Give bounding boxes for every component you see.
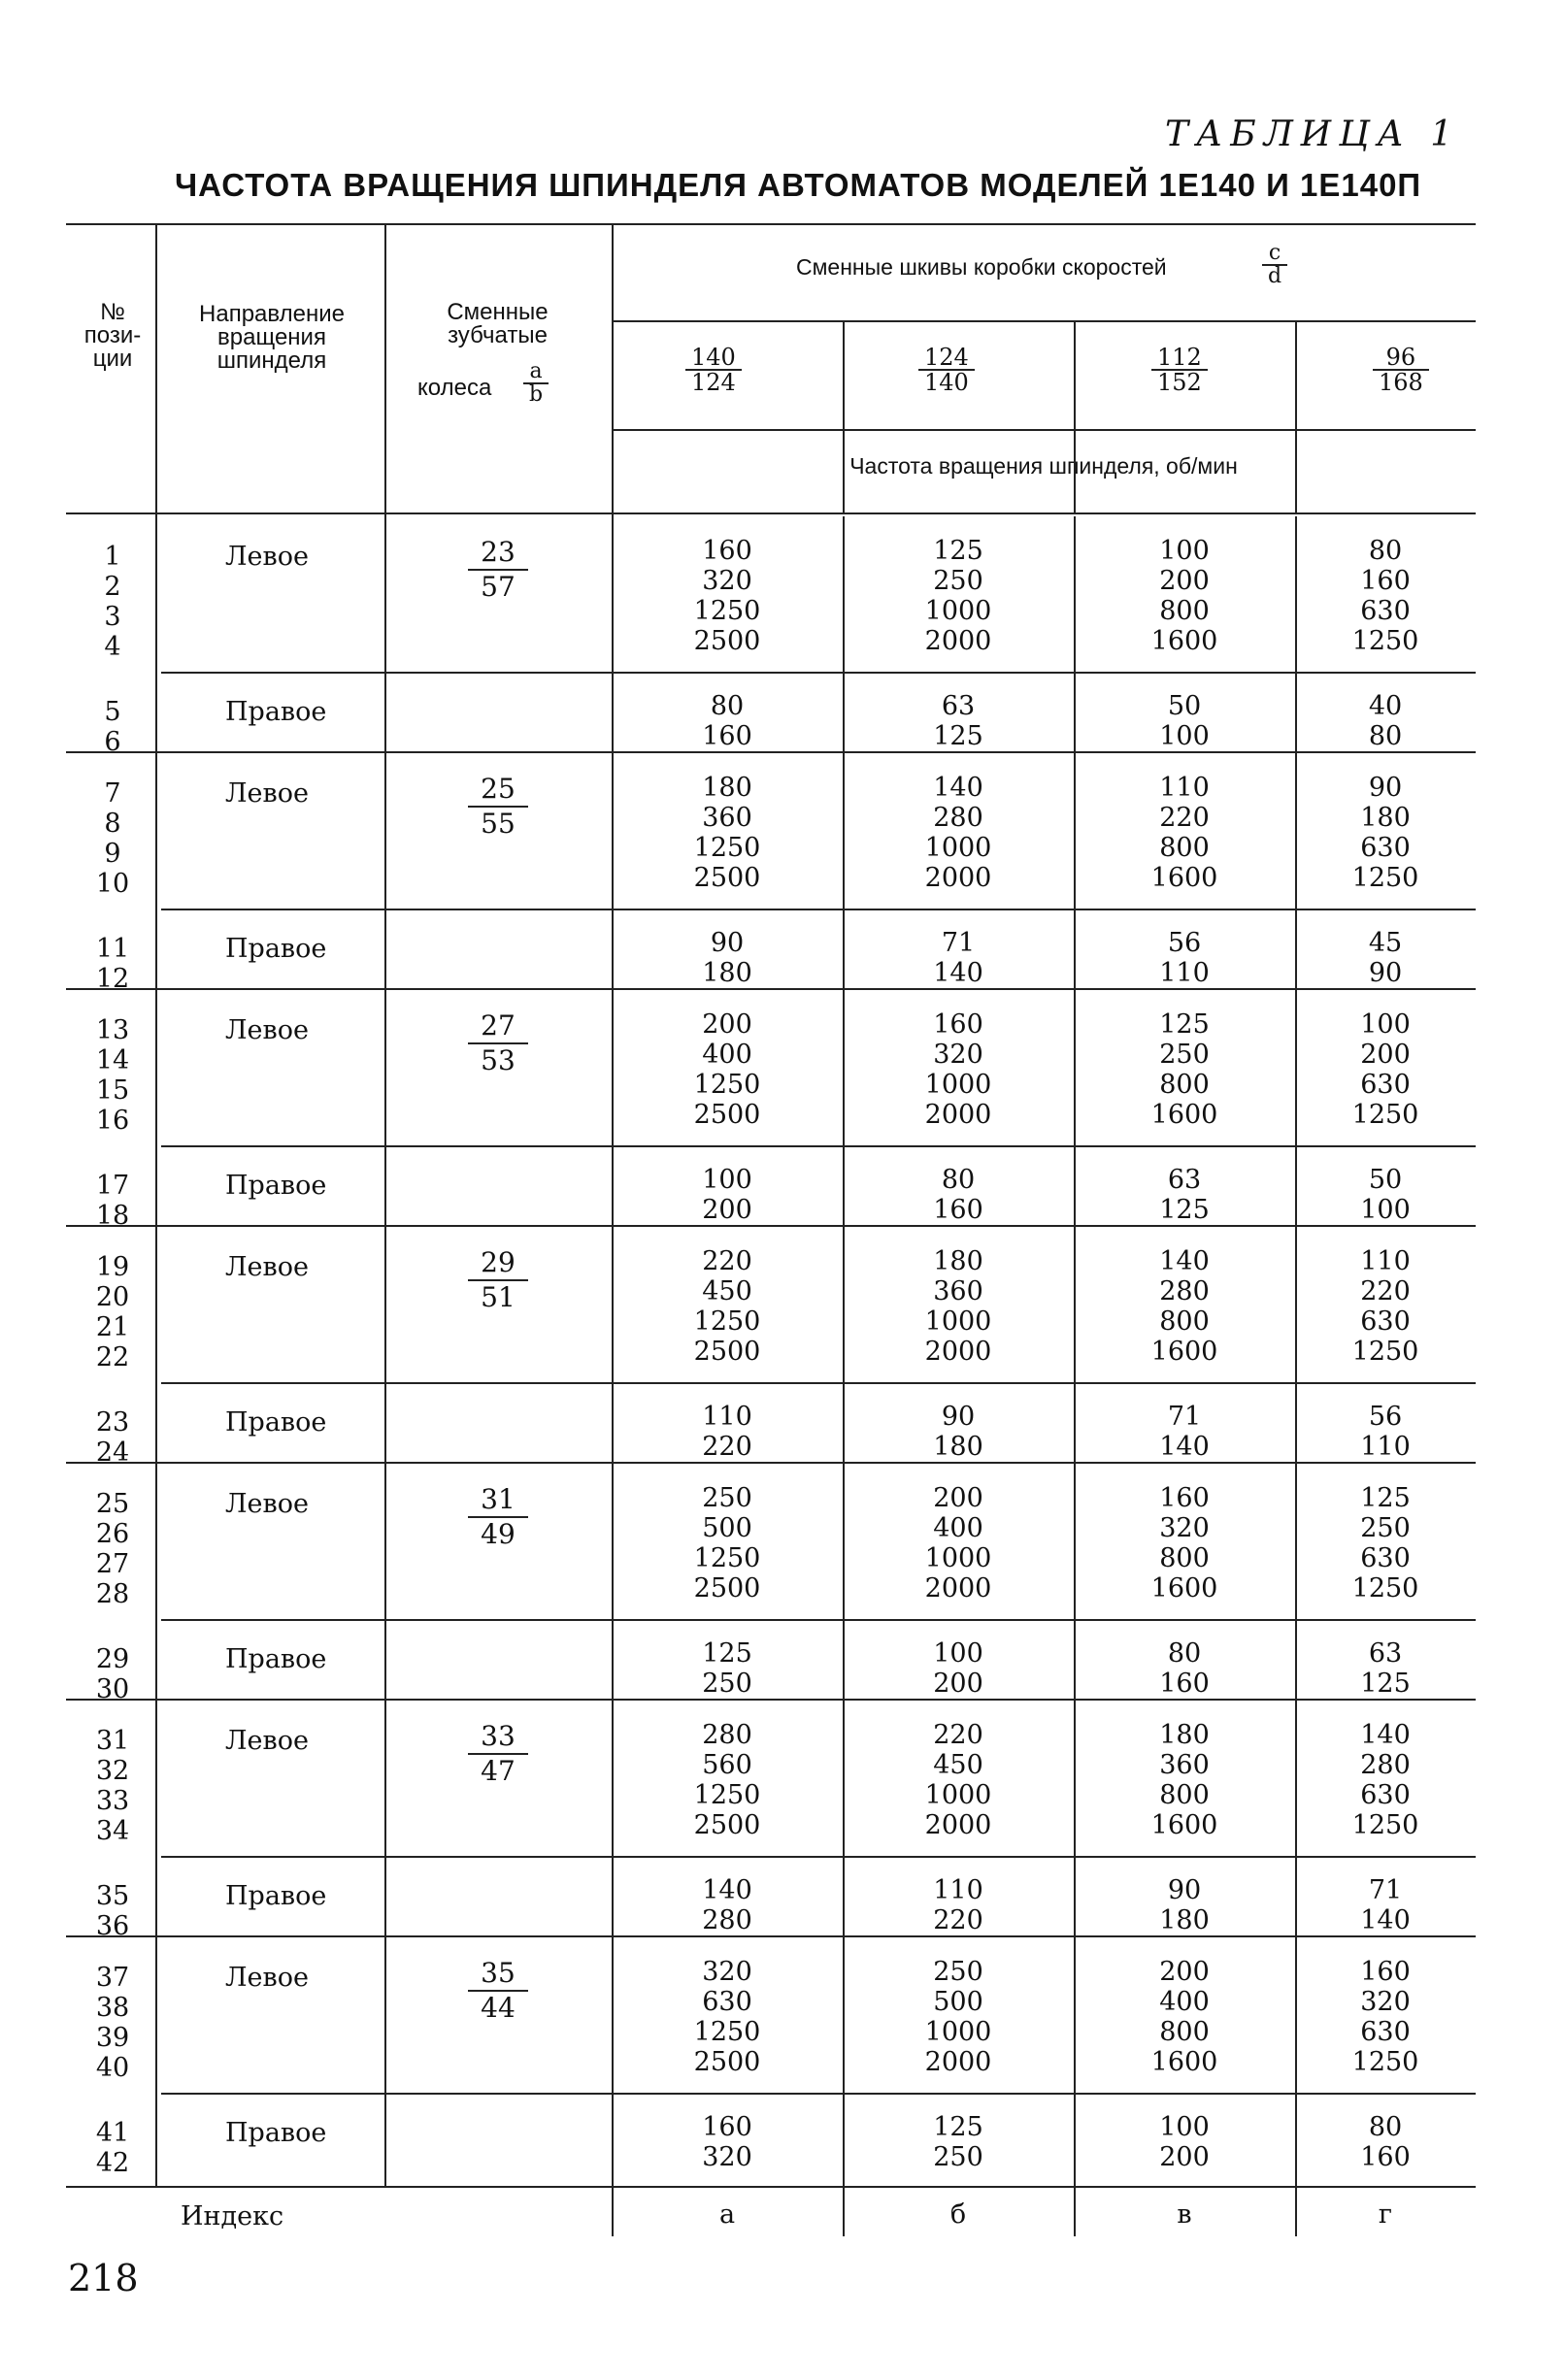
direction-right: Правое <box>225 2118 327 2148</box>
direction-left: Левое <box>225 1726 309 1756</box>
direction-left: Левое <box>225 778 309 809</box>
frequency-cell: 90 180 <box>933 1402 983 1462</box>
frequency-cell: 200 400 800 1600 <box>1150 1957 1218 2077</box>
grid-line-v <box>843 516 845 2186</box>
index-g: г <box>1378 2199 1393 2230</box>
direction-left: Левое <box>225 1252 309 1282</box>
gear-ratio <box>468 775 528 839</box>
pulley-col-2-den: 140 <box>924 369 969 396</box>
header-frequency: Частота вращения шпинделя, об/мин <box>849 453 1238 479</box>
frequency-cell: 125 250 <box>702 1638 752 1699</box>
gear-den: 57 <box>481 571 516 603</box>
gear-ratio <box>468 1722 528 1786</box>
gears-fraction-den: b <box>529 382 544 407</box>
frequency-cell: 71 140 <box>933 928 983 988</box>
frequency-cell: 140 280 630 1250 <box>1351 1720 1419 1840</box>
body-bottom-rule <box>66 2186 1476 2188</box>
position-numbers: 1 2 3 4 <box>104 542 121 662</box>
frequency-cell: 100 200 <box>702 1165 752 1225</box>
pulley-col-3 <box>1151 346 1208 394</box>
header-direction: Направление вращения шпинделя <box>199 301 345 374</box>
frequency-cell: 180 360 1000 2000 <box>924 1246 992 1367</box>
grid-line-h <box>66 988 1476 990</box>
index-a: а <box>718 2199 736 2230</box>
gear-den: 51 <box>481 1281 516 1313</box>
position-numbers: 23 24 <box>95 1407 130 1468</box>
frequency-cell: 56 110 <box>1360 1402 1411 1462</box>
grid-line-v <box>843 320 845 514</box>
pulleys-fraction-num: c <box>1268 241 1281 265</box>
pulley-col-1-num: 140 <box>691 344 736 371</box>
frequency-cell: 320 630 1250 2500 <box>693 1957 761 2077</box>
position-numbers: 11 12 <box>95 934 130 994</box>
gear-ratio <box>468 1959 528 2023</box>
pulley-col-4-den: 168 <box>1379 369 1423 396</box>
pulley-col-1 <box>685 346 742 394</box>
header-gears-fraction <box>523 361 549 406</box>
grid-line-v <box>612 223 614 2236</box>
frequency-cell: 45 90 <box>1368 928 1403 988</box>
position-numbers: 25 26 27 28 <box>95 1489 130 1609</box>
frequency-cell: 250 500 1000 2000 <box>924 1957 992 2077</box>
table-label: ТАБЛИЦА 1 <box>1165 115 1461 154</box>
gear-ratio <box>468 1011 528 1075</box>
header-pulleys-fraction <box>1262 243 1287 287</box>
grid-line-h <box>161 1619 1476 1621</box>
table-top-rule <box>66 223 1476 225</box>
grid-line-v <box>1295 516 1297 2186</box>
grid-line-v <box>843 2186 845 2236</box>
grid-line-h <box>66 1935 1476 1937</box>
gear-num: 35 <box>481 1957 516 1989</box>
frequency-cell: 80 160 <box>702 691 752 751</box>
grid-line-h <box>161 1382 1476 1384</box>
pulley-col-4 <box>1373 346 1429 394</box>
gear-num: 27 <box>481 1009 516 1041</box>
direction-right: Правое <box>225 1171 327 1201</box>
position-numbers: 31 32 33 34 <box>95 1726 130 1846</box>
gear-ratio <box>468 538 528 602</box>
direction-right: Правое <box>225 934 327 964</box>
direction-left: Левое <box>225 1489 309 1519</box>
pulley-col-4-num: 96 <box>1385 344 1416 371</box>
frequency-cell: 125 250 800 1600 <box>1150 1009 1218 1130</box>
frequency-cell: 250 500 1250 2500 <box>693 1483 761 1603</box>
table-title: ЧАСТОТА ВРАЩЕНИЯ ШПИНДЕЛЯ АВТОМАТОВ МОДЕЛЕЙ 1Е140 И 1Е140П <box>175 167 1422 203</box>
pulley-col-2-num: 124 <box>924 344 969 371</box>
frequency-cell: 160 320 800 1600 <box>1150 1483 1218 1603</box>
frequency-cell: 280 560 1250 2500 <box>693 1720 761 1840</box>
frequency-cell: 110 220 800 1600 <box>1150 773 1218 893</box>
frequency-cell: 140 280 800 1600 <box>1150 1246 1218 1367</box>
frequency-cell: 160 320 1250 2500 <box>693 536 761 656</box>
gear-ratio <box>468 1248 528 1312</box>
frequency-cell: 90 180 630 1250 <box>1351 773 1419 893</box>
header-pulleys: Сменные шкивы коробки скоростей <box>796 254 1167 280</box>
grid-line-h <box>161 2093 1476 2095</box>
pulley-col-3-den: 152 <box>1157 369 1202 396</box>
grid-line-h <box>161 1145 1476 1147</box>
grid-line-v <box>1074 2186 1076 2236</box>
frequency-cell: 50 100 <box>1159 691 1210 751</box>
pulley-col-1-den: 124 <box>691 369 736 396</box>
frequency-cell: 100 200 800 1600 <box>1150 536 1218 656</box>
grid-line-v <box>1295 2186 1297 2236</box>
frequency-cell: 90 180 <box>702 928 752 988</box>
position-numbers: 7 8 9 10 <box>95 778 130 899</box>
frequency-cell: 80 160 <box>1360 2112 1411 2172</box>
frequency-cell: 160 320 1000 2000 <box>924 1009 992 1130</box>
header-gears-word: колеса <box>417 375 492 401</box>
frequency-cell: 100 200 630 1250 <box>1351 1009 1419 1130</box>
position-numbers: 37 38 39 40 <box>95 1963 130 2083</box>
direction-right: Правое <box>225 1407 327 1438</box>
position-numbers: 13 14 15 16 <box>95 1015 130 1136</box>
grid-line-h <box>161 672 1476 674</box>
frequency-cell: 40 80 <box>1368 691 1403 751</box>
index-b: б <box>949 2199 967 2230</box>
position-numbers: 17 18 <box>95 1171 130 1231</box>
grid-line-h <box>66 1699 1476 1701</box>
frequency-cell: 125 250 <box>933 2112 983 2172</box>
pulleys-fraction-den: d <box>1268 264 1282 288</box>
direction-right: Правое <box>225 1644 327 1674</box>
grid-line-v <box>1074 320 1076 514</box>
direction-left: Левое <box>225 542 309 572</box>
header-position: № пози- ции <box>83 299 142 372</box>
frequency-cell: 71 140 <box>1360 1875 1411 1935</box>
page-number: 218 <box>68 2257 139 2299</box>
frequency-cell: 110 220 <box>702 1402 752 1462</box>
gear-num: 25 <box>481 773 516 805</box>
pulley-col-2 <box>918 346 975 394</box>
index-label: Индекс <box>181 2201 284 2231</box>
gear-den: 53 <box>481 1044 516 1076</box>
frequency-cell: 80 160 630 1250 <box>1351 536 1419 656</box>
position-numbers: 19 20 21 22 <box>95 1252 130 1372</box>
direction-left: Левое <box>225 1963 309 1993</box>
grid-line-h <box>161 909 1476 910</box>
frequency-cell: 110 220 <box>933 1875 983 1935</box>
frequency-cell: 80 160 <box>1159 1638 1210 1699</box>
gear-num: 33 <box>481 1720 516 1752</box>
grid-line-v <box>384 223 386 2186</box>
frequency-cell: 63 125 <box>1360 1638 1411 1699</box>
grid-line-h <box>161 1856 1476 1858</box>
gear-den: 55 <box>481 808 516 840</box>
frequency-cell: 80 160 <box>933 1165 983 1225</box>
frequency-cell: 220 450 1000 2000 <box>924 1720 992 1840</box>
gear-den: 49 <box>481 1518 516 1550</box>
gear-num: 23 <box>481 536 516 568</box>
frequency-cell: 100 200 <box>1159 2112 1210 2172</box>
frequency-cell: 56 110 <box>1159 928 1210 988</box>
gear-num: 31 <box>481 1483 516 1515</box>
gear-den: 44 <box>481 1992 516 2024</box>
frequency-cell: 125 250 630 1250 <box>1351 1483 1419 1603</box>
grid-line-h <box>612 320 1476 322</box>
position-numbers: 5 6 <box>104 697 121 757</box>
frequency-cell: 90 180 <box>1159 1875 1210 1935</box>
frequency-cell: 140 280 1000 2000 <box>924 773 992 893</box>
frequency-cell: 200 400 1000 2000 <box>924 1483 992 1603</box>
header-bottom-rule <box>66 512 1476 514</box>
frequency-cell: 63 125 <box>933 691 983 751</box>
grid-line-v <box>1295 320 1297 514</box>
frequency-cell: 140 280 <box>702 1875 752 1935</box>
grid-line-v <box>1074 516 1076 2186</box>
pulley-col-3-num: 112 <box>1157 344 1202 371</box>
frequency-cell: 160 320 630 1250 <box>1351 1957 1419 2077</box>
frequency-cell: 220 450 1250 2500 <box>693 1246 761 1367</box>
grid-line-h <box>66 751 1476 753</box>
frequency-cell: 125 250 1000 2000 <box>924 536 992 656</box>
frequency-cell: 110 220 630 1250 <box>1351 1246 1419 1367</box>
direction-left: Левое <box>225 1015 309 1045</box>
frequency-cell: 160 320 <box>702 2112 752 2172</box>
grid-line-h <box>66 1462 1476 1464</box>
grid-line-h <box>612 429 1476 431</box>
header-gears: Сменные зубчатые <box>447 299 549 348</box>
position-numbers: 41 42 <box>95 2118 130 2178</box>
gears-fraction-num: a <box>529 359 543 383</box>
position-numbers: 35 36 <box>95 1881 130 1941</box>
index-v: в <box>1177 2199 1192 2230</box>
gear-ratio <box>468 1485 528 1549</box>
frequency-cell: 180 360 800 1600 <box>1150 1720 1218 1840</box>
frequency-cell: 63 125 <box>1159 1165 1210 1225</box>
direction-right: Правое <box>225 697 327 727</box>
frequency-cell: 50 100 <box>1360 1165 1411 1225</box>
grid-line-h <box>66 1225 1476 1227</box>
grid-line-v <box>155 223 157 2186</box>
gear-num: 29 <box>481 1246 516 1278</box>
frequency-cell: 180 360 1250 2500 <box>693 773 761 893</box>
direction-right: Правое <box>225 1881 327 1911</box>
frequency-cell: 200 400 1250 2500 <box>693 1009 761 1130</box>
frequency-cell: 100 200 <box>933 1638 983 1699</box>
position-numbers: 29 30 <box>95 1644 130 1704</box>
frequency-cell: 71 140 <box>1159 1402 1210 1462</box>
gear-den: 47 <box>481 1755 516 1787</box>
